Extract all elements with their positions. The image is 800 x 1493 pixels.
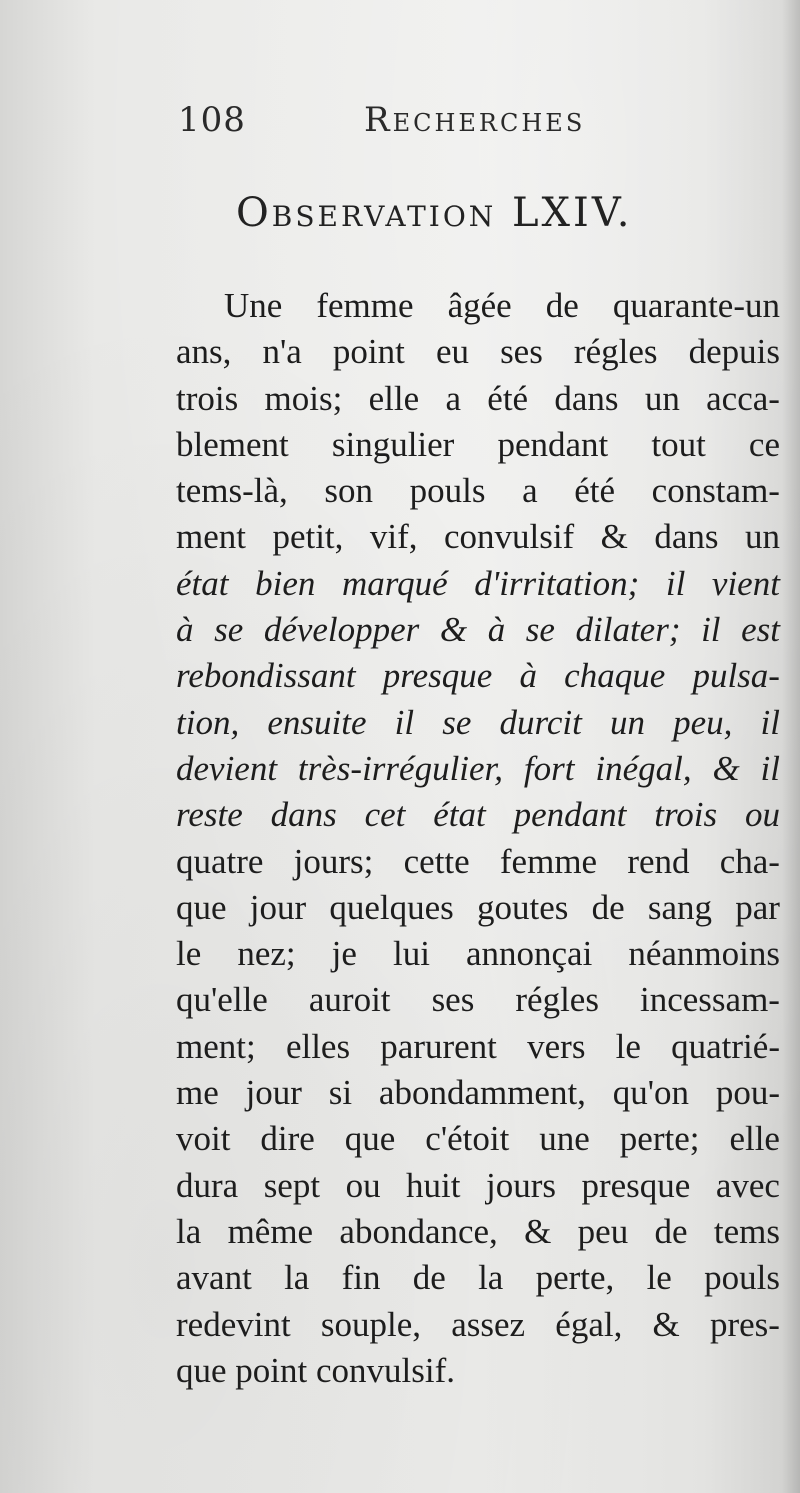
word: chaque bbox=[564, 656, 666, 696]
word: c'étoit bbox=[425, 1119, 510, 1159]
word: convulsif. bbox=[316, 1350, 456, 1390]
word: avec bbox=[715, 1165, 780, 1205]
word: blement bbox=[176, 424, 289, 464]
text-line bbox=[176, 607, 780, 653]
word: fort bbox=[523, 748, 575, 788]
word: sept bbox=[263, 1165, 321, 1205]
word: si bbox=[328, 1073, 353, 1113]
text-line bbox=[176, 885, 780, 931]
word: il bbox=[394, 702, 415, 742]
word: se bbox=[214, 610, 244, 650]
word: ou bbox=[744, 795, 780, 835]
observation-title: Observation LXIV. bbox=[236, 190, 633, 236]
word: incessam- bbox=[640, 980, 780, 1020]
word: quarante-un bbox=[612, 286, 780, 325]
word: point bbox=[332, 332, 405, 372]
word: femme bbox=[316, 286, 414, 325]
word: se bbox=[525, 610, 555, 650]
word: voit bbox=[176, 1119, 231, 1159]
word: elles bbox=[285, 1026, 351, 1066]
text-line bbox=[176, 931, 780, 977]
word: ensuite bbox=[267, 702, 367, 742]
word: peu, bbox=[673, 702, 733, 742]
text-line bbox=[176, 1116, 780, 1162]
word: acca- bbox=[706, 378, 780, 418]
text-line bbox=[176, 329, 780, 375]
word: il bbox=[701, 610, 721, 650]
word: développer bbox=[263, 610, 420, 650]
word: pouls bbox=[704, 1258, 780, 1298]
text-line bbox=[176, 792, 780, 838]
word: il bbox=[760, 748, 780, 788]
word: une bbox=[539, 1119, 590, 1159]
word: lui bbox=[392, 934, 430, 974]
text-line bbox=[176, 283, 780, 329]
word: dans bbox=[654, 517, 719, 557]
word: que bbox=[344, 1119, 396, 1159]
word: mois; bbox=[264, 378, 343, 418]
word: abondance, bbox=[339, 1211, 498, 1251]
word: le bbox=[615, 1026, 641, 1066]
word: dura bbox=[176, 1165, 239, 1205]
word: régles bbox=[515, 980, 599, 1020]
word: depuis bbox=[688, 332, 780, 372]
word: convulsif bbox=[443, 517, 575, 557]
word: qu'on bbox=[612, 1073, 690, 1113]
word: jour bbox=[245, 1073, 302, 1113]
word: singulier bbox=[331, 424, 455, 464]
word: régles bbox=[573, 332, 658, 372]
word: état bbox=[433, 795, 486, 835]
word: nez; bbox=[237, 934, 296, 974]
word: assez bbox=[451, 1304, 526, 1344]
word: n'a bbox=[262, 332, 302, 372]
word: un bbox=[609, 702, 645, 742]
page-number: 108 bbox=[178, 100, 246, 140]
word: vient bbox=[711, 563, 780, 603]
word: & bbox=[600, 517, 628, 557]
word: jours bbox=[485, 1165, 556, 1205]
word: la bbox=[478, 1258, 504, 1298]
word: elle bbox=[368, 378, 420, 418]
word: cha- bbox=[719, 841, 780, 881]
text-line bbox=[176, 422, 780, 468]
word: tems-là, bbox=[176, 471, 288, 511]
word: ou bbox=[345, 1165, 381, 1205]
word: abondamment, bbox=[378, 1073, 586, 1113]
running-head bbox=[178, 100, 678, 150]
text-line bbox=[176, 514, 780, 560]
word: se bbox=[442, 702, 472, 742]
word: redevint bbox=[176, 1304, 291, 1344]
word: fin bbox=[341, 1258, 381, 1298]
word: dans bbox=[554, 378, 619, 418]
word: pouls bbox=[409, 471, 486, 511]
word: huit bbox=[406, 1165, 461, 1205]
text-line bbox=[176, 700, 780, 746]
word: même bbox=[227, 1211, 314, 1251]
word: est bbox=[741, 610, 780, 650]
word: & bbox=[652, 1304, 680, 1344]
text-line bbox=[176, 468, 780, 514]
word: été bbox=[574, 471, 616, 511]
word: inégal, bbox=[595, 748, 692, 788]
text-line bbox=[176, 839, 780, 885]
word: le bbox=[176, 934, 202, 974]
word: rebondissant bbox=[176, 656, 356, 696]
word: femme bbox=[499, 841, 598, 881]
word: tems bbox=[713, 1211, 780, 1251]
word: de bbox=[591, 887, 625, 927]
word: Une bbox=[224, 286, 283, 325]
page-gutter-shadow bbox=[782, 0, 800, 1493]
word: & bbox=[439, 610, 468, 650]
word: perte; bbox=[619, 1119, 700, 1159]
word: reste bbox=[176, 795, 243, 835]
word: jours; bbox=[293, 841, 374, 881]
text-line bbox=[176, 746, 780, 792]
text-line bbox=[176, 1255, 780, 1301]
text-line bbox=[176, 1163, 780, 1209]
text-line bbox=[176, 977, 780, 1023]
word: de bbox=[412, 1258, 446, 1298]
word: égal, bbox=[555, 1304, 623, 1344]
word: trois bbox=[654, 795, 718, 835]
word: il bbox=[665, 563, 686, 603]
word: pendant bbox=[497, 424, 609, 464]
text-line bbox=[176, 1070, 780, 1116]
word: très-irrégulier, bbox=[297, 748, 504, 788]
word: vers bbox=[527, 1026, 586, 1066]
word: ment; bbox=[176, 1026, 256, 1066]
word: pou- bbox=[715, 1073, 780, 1113]
word: perte, bbox=[535, 1258, 615, 1298]
word: auroit bbox=[308, 980, 391, 1020]
word: annonçai bbox=[465, 934, 593, 974]
word: d'irritation; bbox=[474, 563, 640, 603]
word: quatrié- bbox=[671, 1026, 780, 1066]
word: que bbox=[176, 887, 227, 927]
word: pres- bbox=[709, 1304, 780, 1344]
word: à bbox=[487, 610, 506, 650]
word: âgée bbox=[447, 286, 512, 325]
word: un bbox=[744, 517, 780, 557]
word: me bbox=[176, 1073, 219, 1113]
word: bien bbox=[255, 563, 316, 603]
word: il bbox=[760, 702, 780, 742]
word: ce bbox=[748, 424, 780, 464]
word: son bbox=[324, 471, 374, 511]
text-line bbox=[176, 376, 780, 422]
word: presque bbox=[382, 656, 493, 696]
word: dilater; bbox=[575, 610, 681, 650]
word: goutes bbox=[477, 887, 569, 927]
word: peu bbox=[577, 1211, 629, 1251]
word: quelques bbox=[329, 887, 454, 927]
word: de bbox=[545, 286, 579, 325]
word: point bbox=[235, 1350, 308, 1390]
word: parurent bbox=[380, 1026, 497, 1066]
word: qu'elle bbox=[176, 980, 268, 1020]
word: je bbox=[331, 934, 357, 974]
word: elle bbox=[729, 1119, 780, 1159]
word: ses bbox=[500, 332, 543, 372]
word: quatre bbox=[176, 841, 264, 881]
word: ses bbox=[431, 980, 475, 1020]
word: & bbox=[524, 1211, 552, 1251]
text-line bbox=[176, 1024, 780, 1070]
word: état bbox=[176, 563, 229, 603]
word: la bbox=[176, 1211, 202, 1251]
word: dire bbox=[260, 1119, 315, 1159]
text-line bbox=[176, 1302, 780, 1348]
word: tion, bbox=[176, 702, 240, 742]
word: ans, bbox=[176, 332, 232, 372]
word: eu bbox=[435, 332, 469, 372]
word: petit, bbox=[272, 517, 344, 557]
body-text bbox=[176, 283, 780, 1394]
word: dans bbox=[270, 795, 337, 835]
word: néanmoins bbox=[628, 934, 780, 974]
word: un bbox=[644, 378, 680, 418]
word: par bbox=[735, 887, 780, 927]
word: cet bbox=[364, 795, 406, 835]
word: a bbox=[522, 471, 538, 511]
text-line bbox=[176, 1348, 780, 1394]
word: que bbox=[176, 1350, 227, 1390]
word: à bbox=[176, 610, 194, 650]
word: marqué bbox=[341, 563, 448, 603]
word: durcit bbox=[499, 702, 582, 742]
word: pendant bbox=[513, 795, 627, 835]
text-line bbox=[176, 561, 780, 607]
word: avant bbox=[176, 1258, 252, 1298]
text-line bbox=[176, 653, 780, 699]
text-line bbox=[176, 1209, 780, 1255]
word: tout bbox=[651, 424, 706, 464]
word: jour bbox=[249, 887, 307, 927]
word: trois bbox=[176, 378, 239, 418]
word: de bbox=[654, 1211, 688, 1251]
word: le bbox=[646, 1258, 672, 1298]
word: vif, bbox=[369, 517, 418, 557]
word: & bbox=[712, 748, 740, 788]
word: a bbox=[445, 378, 461, 418]
word: cette bbox=[403, 841, 470, 881]
word: souple, bbox=[320, 1304, 422, 1344]
word: la bbox=[284, 1258, 310, 1298]
word: constam- bbox=[651, 471, 780, 511]
word: pulsa- bbox=[692, 656, 780, 696]
word: été bbox=[487, 378, 529, 418]
word: ment bbox=[176, 517, 246, 557]
word: rend bbox=[627, 841, 690, 881]
word: à bbox=[519, 656, 537, 696]
word: sang bbox=[647, 887, 713, 927]
word: devient bbox=[176, 748, 278, 788]
running-title: Recherches bbox=[364, 100, 586, 140]
word: presque bbox=[581, 1165, 691, 1205]
